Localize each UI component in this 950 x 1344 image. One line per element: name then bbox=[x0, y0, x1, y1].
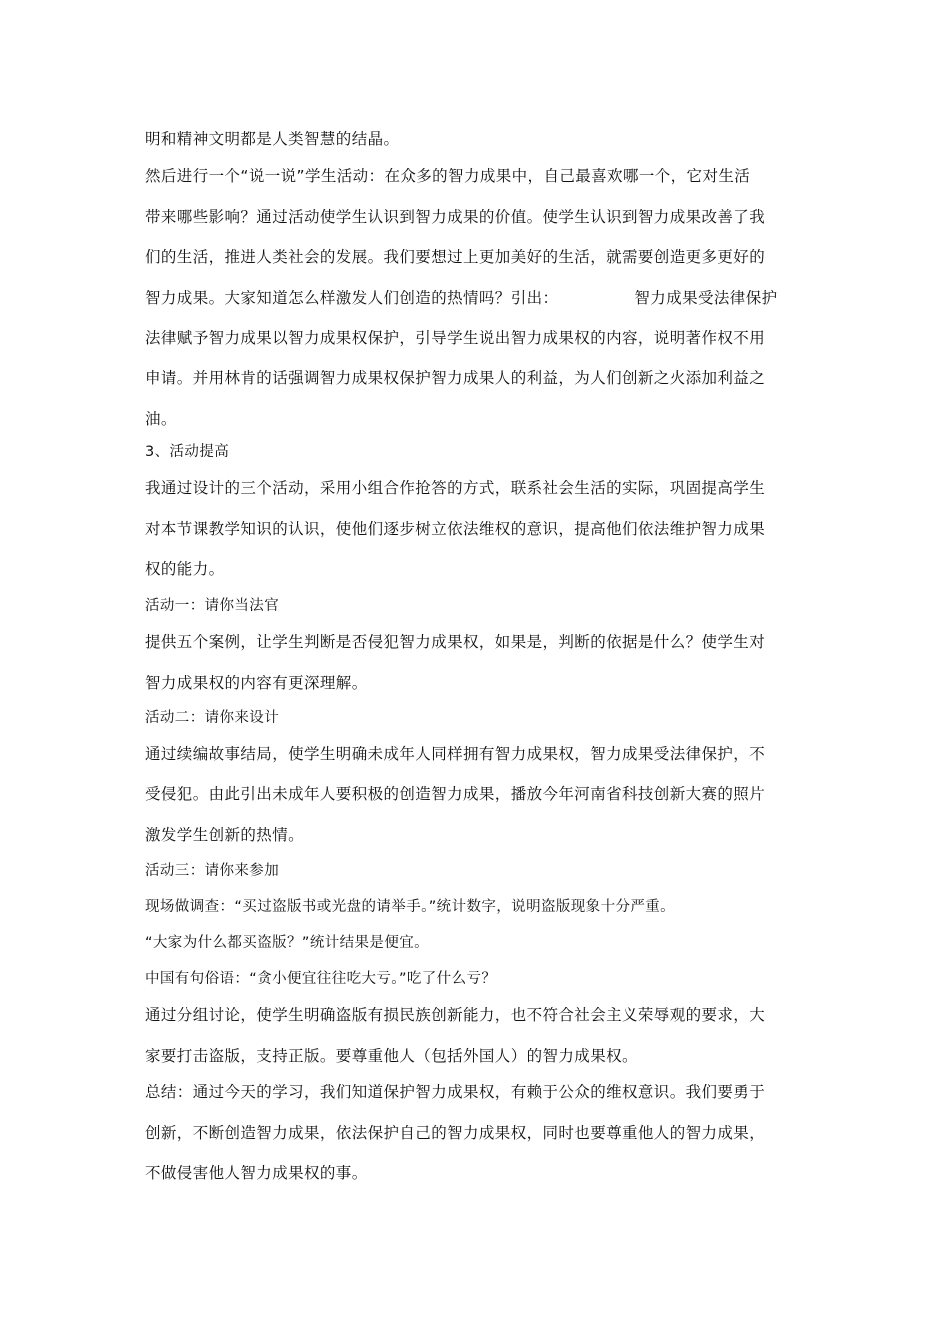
paragraph-line: 激发学生创新的热情。 bbox=[145, 826, 305, 844]
paragraph-line: 法律赋予智力成果以智力成果权保护，引导学生说出智力成果权的内容，说明著作权不用 bbox=[145, 329, 766, 347]
paragraph-line: 申请。并用林肯的话强调智力成果权保护智力成果人的利益，为人们创新之火添加利益之 bbox=[145, 369, 766, 387]
paragraph-line: 现场做调查：“买过盗版书或光盘的请举手。”统计数字，说明盗版现象十分严重。 bbox=[145, 899, 676, 915]
paragraph-line: 创新，不断创造智力成果，依法保护自己的智力成果权，同时也要尊重他人的智力成果， bbox=[145, 1124, 766, 1142]
activity-heading: 活动一：请你当法官 bbox=[145, 598, 280, 614]
heading-inline: 智力成果受法律保护 bbox=[634, 289, 778, 307]
paragraph-line: 们的生活，推进人类社会的发展。我们要想过上更加美好的生活，就需要创造更多更好的 bbox=[145, 248, 766, 266]
paragraph-line: 通过续编故事结局，使学生明确未成年人同样拥有智力成果权，智力成果受法律保护，不 bbox=[145, 745, 766, 763]
paragraph-line: 总结：通过今天的学习，我们知道保护智力成果权，有赖于公众的维权意识。我们要勇于 bbox=[145, 1083, 766, 1101]
paragraph-line: “大家为什么都买盗版？”统计结果是便宜。 bbox=[145, 935, 430, 951]
paragraph-line bbox=[145, 288, 778, 308]
activity-heading: 活动二：请你来设计 bbox=[145, 710, 280, 726]
paragraph-text: 智力成果。大家知道怎么样激发人们创造的热情吗？引出： bbox=[145, 289, 559, 307]
paragraph-line: 受侵犯。由此引出未成年人要积极的创造智力成果，播放今年河南省科技创新大赛的照片 bbox=[145, 785, 766, 803]
paragraph-line: 通过分组讨论，使学生明确盗版有损民族创新能力，也不符合社会主义荣辱观的要求，大 bbox=[145, 1006, 766, 1024]
paragraph-line: 家要打击盗版，支持正版。要尊重他人（包括外国人）的智力成果权。 bbox=[145, 1047, 638, 1065]
paragraph-line: 明和精神文明都是人类智慧的结晶。 bbox=[145, 130, 400, 148]
paragraph-line: 不做侵害他人智力成果权的事。 bbox=[145, 1164, 368, 1182]
activity-heading: 活动三：请你来参加 bbox=[145, 863, 280, 879]
section-heading: 3、活动提高 bbox=[145, 444, 230, 460]
paragraph-line: 然后进行一个“说一说”学生活动：在众多的智力成果中，自己最喜欢哪一个，它对生活 bbox=[145, 167, 751, 185]
paragraph-line: 油。 bbox=[145, 410, 177, 428]
paragraph-line: 中国有句俗语：“贪小便宜往往吃大亏。”吃了什么亏？ bbox=[145, 971, 497, 987]
paragraph-line: 智力成果权的内容有更深理解。 bbox=[145, 674, 368, 692]
paragraph-line: 对本节课教学知识的认识，使他们逐步树立依法维权的意识，提高他们依法维护智力成果 bbox=[145, 520, 766, 538]
paragraph-line: 我通过设计的三个活动，采用小组合作抢答的方式，联系社会生活的实际，巩固提高学生 bbox=[145, 479, 766, 497]
paragraph-line: 带来哪些影响？通过活动使学生认识到智力成果的价值。使学生认识到智力成果改善了我 bbox=[145, 208, 766, 226]
paragraph-line: 权的能力。 bbox=[145, 560, 225, 578]
paragraph-line: 提供五个案例，让学生判断是否侵犯智力成果权，如果是，判断的依据是什么？使学生对 bbox=[145, 633, 766, 651]
